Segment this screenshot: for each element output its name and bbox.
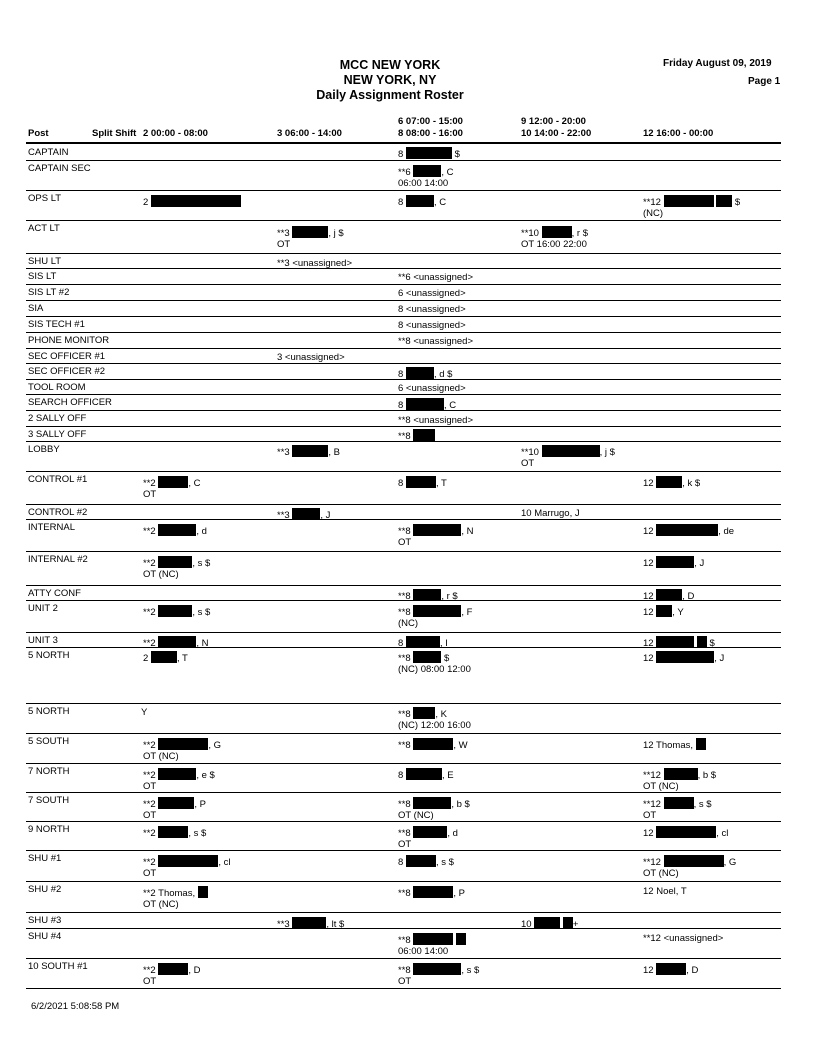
post-label: CAPTAIN <box>28 147 69 158</box>
cell-captain-8: 8 $ <box>398 149 460 160</box>
row-rule <box>26 394 781 395</box>
cell-n5b-split: Y <box>141 707 148 718</box>
cell-n5b-8: **8 , K (NC) 12:00 16:00 <box>398 709 471 731</box>
header-rule <box>26 142 781 144</box>
post-label: 7 NORTH <box>28 766 70 777</box>
cell-int2-2: **2 , s $ OT (NC) <box>143 558 211 580</box>
cell-lobby-10: **10 , j $ OT <box>521 447 615 469</box>
row-rule <box>26 792 781 793</box>
post-label: SHU #4 <box>28 931 62 942</box>
post-label: LOBBY <box>28 444 60 455</box>
cell-u3-12: 12 $ <box>643 638 715 649</box>
cell-u2-8: **8 , F (NC) <box>398 607 473 629</box>
cell-s7-2: **2 , P OT <box>143 799 206 821</box>
post-label: TOOL ROOM <box>28 382 86 393</box>
row-rule <box>26 988 781 989</box>
post-label: SHU #2 <box>28 884 62 895</box>
cell-sally2-8: **8 <unassigned> <box>398 415 474 426</box>
col-shift-2: 2 00:00 - 08:00 <box>143 128 208 139</box>
post-label: INTERNAL <box>28 522 75 533</box>
cell-int2-12: 12 , J <box>643 558 705 569</box>
cell-s10-12: 12 , D <box>643 965 699 976</box>
row-rule <box>26 763 781 764</box>
post-label: SHU #3 <box>28 915 62 926</box>
row-rule <box>26 220 781 221</box>
row-rule <box>26 585 781 586</box>
post-label: PHONE MONITOR <box>28 335 110 346</box>
cell-n5a-2: 2 , T <box>143 653 188 664</box>
post-label: 5 NORTH <box>28 706 70 717</box>
cell-s5-2: **2 , G OT (NC) <box>143 740 221 762</box>
cell-sislt2-8: 6 <unassigned> <box>398 288 466 299</box>
facility-location: NEW YORK, NY <box>343 73 437 87</box>
cell-shu2-8: **8 , P <box>398 888 465 899</box>
post-label: CONTROL #2 <box>28 507 88 518</box>
cell-capsec-8: **6 , C 06:00 14:00 <box>398 167 454 189</box>
cell-int-12: 12 , de <box>643 526 735 537</box>
post-label: SIS LT <box>28 271 57 282</box>
post-label: SHU #1 <box>28 853 62 864</box>
cell-s7-12: **12 , s $ OT <box>643 799 712 821</box>
cell-ctl2-3: **3 , J <box>277 510 331 521</box>
cell-ops-12: **12 $ (NC) <box>643 197 741 219</box>
cell-s10-8: **8 , s $ OT <box>398 965 480 987</box>
post-label: 2 SALLY OFF <box>28 413 87 424</box>
cell-n9-12: 12 , cl <box>643 828 729 839</box>
cell-int-8: **8 , N OT <box>398 526 474 548</box>
cell-shu4-8: **8 06:00 14:00 <box>398 933 466 957</box>
cell-sec2-8: 8 , d $ <box>398 369 453 380</box>
post-label: ATTY CONF <box>28 588 81 599</box>
post-label: 10 SOUTH #1 <box>28 961 88 972</box>
post-label: SIS LT #2 <box>28 287 70 298</box>
post-label: SEARCH OFFICER <box>28 397 112 408</box>
cell-atty-8: **8 , r $ <box>398 591 458 602</box>
row-rule <box>26 363 781 364</box>
cell-n7-2: **2 , e $ OT <box>143 770 215 792</box>
row-rule <box>26 160 781 161</box>
cell-shu3-10: 10 + <box>521 919 579 930</box>
post-label: CONTROL #1 <box>28 474 88 485</box>
report-title: Daily Assignment Roster <box>316 88 464 102</box>
report-date: Friday August 09, 2019 <box>663 58 772 69</box>
post-label: UNIT 3 <box>28 635 58 646</box>
cell-shu1-12: **12 , G OT (NC) <box>643 857 737 879</box>
row-rule <box>26 348 781 349</box>
row-rule <box>26 332 781 333</box>
row-rule <box>26 928 781 929</box>
post-label: ACT LT <box>28 223 60 234</box>
row-rule <box>26 300 781 301</box>
cell-shu1-2: **2 , cl OT <box>143 857 231 879</box>
cell-ctl1-12: 12 , k $ <box>643 478 701 489</box>
post-label: CAPTAIN SEC <box>28 163 91 174</box>
col-shift-10: 10 14:00 - 22:00 <box>521 128 592 139</box>
col-split-shift: Split Shift <box>92 128 137 139</box>
cell-shu2-2: **2 Thomas, OT (NC) <box>143 886 208 910</box>
cell-shu1-8: 8 , s $ <box>398 857 454 868</box>
cell-ctl1-2: **2 , C OT <box>143 478 201 500</box>
cell-n9-8: **8 , d OT <box>398 828 458 850</box>
col-post: Post <box>28 128 49 139</box>
cell-sia-8: 8 <unassigned> <box>398 304 466 315</box>
row-rule <box>26 190 781 191</box>
post-label: 9 NORTH <box>28 824 70 835</box>
cell-n5a-12: 12 , J <box>643 653 725 664</box>
post-label: SEC OFFICER #1 <box>28 351 106 362</box>
row-rule <box>26 471 781 472</box>
cell-n7-8: 8 , E <box>398 770 454 781</box>
col-shift-3: 3 06:00 - 14:00 <box>277 128 342 139</box>
cell-tool-8: 6 <unassigned> <box>398 383 466 394</box>
cell-u2-12: 12 , Y <box>643 607 684 618</box>
row-rule <box>26 316 781 317</box>
cell-act-10: **10 , r $ OT 16:00 22:00 <box>521 228 588 250</box>
cell-sistech-8: 8 <unassigned> <box>398 320 466 331</box>
post-label: UNIT 2 <box>28 603 58 614</box>
row-rule <box>26 881 781 882</box>
cell-shu4-12: **12 <unassigned> <box>643 933 724 944</box>
row-rule <box>26 733 781 734</box>
cell-search-8: 8 , C <box>398 400 457 411</box>
cell-u3-2: **2 , N <box>143 638 209 649</box>
col-shift-8: 8 08:00 - 16:00 <box>398 128 463 139</box>
cell-shu2-12: 12 Noel, T <box>643 886 687 897</box>
page-number: Page 1 <box>748 76 781 87</box>
col-shift-12: 12 16:00 - 00:00 <box>643 128 714 139</box>
row-rule <box>26 703 781 704</box>
cell-int-2: **2 , d <box>143 526 207 537</box>
row-rule <box>26 253 781 254</box>
cell-s5-12: 12 Thomas, <box>643 738 706 751</box>
cell-phone-8: **8 <unassigned> <box>398 336 474 347</box>
post-label: SIS TECH #1 <box>28 319 85 330</box>
cell-u3-8: 8 , I <box>398 638 448 649</box>
post-label: 5 SOUTH <box>28 736 70 747</box>
row-rule <box>26 850 781 851</box>
cell-sally3-8: **8 <box>398 429 435 442</box>
post-label: OPS LT <box>28 193 62 204</box>
post-label: INTERNAL #2 <box>28 554 88 565</box>
row-rule <box>26 519 781 520</box>
print-timestamp: 6/2/2021 5:08:58 PM <box>31 1001 120 1012</box>
row-rule <box>26 551 781 552</box>
post-label: SIA <box>28 303 44 314</box>
cell-atty-12: 12 , D <box>643 591 695 602</box>
cell-n9-2: **2 , s $ <box>143 828 207 839</box>
cell-s7-8: **8 , b $ OT (NC) <box>398 799 470 821</box>
cell-s10-2: **2 , D OT <box>143 965 201 987</box>
cell-act-3: **3 , j $ OT <box>277 228 344 250</box>
cell-u2-2: **2 , s $ <box>143 607 211 618</box>
cell-sec1-3: 3 <unassigned> <box>277 352 345 363</box>
row-rule <box>26 632 781 633</box>
row-rule <box>26 426 781 427</box>
post-label: 5 NORTH <box>28 650 70 661</box>
row-rule <box>26 284 781 285</box>
post-label: 3 SALLY OFF <box>28 429 87 440</box>
row-rule <box>26 268 781 269</box>
cell-ops-2: 2 <box>143 195 241 208</box>
cell-n7-12: **12 , b $ OT (NC) <box>643 770 717 792</box>
col-shift-9: 9 12:00 - 20:00 <box>521 116 586 127</box>
cell-s5-8: **8 , W <box>398 740 468 751</box>
cell-ctl1-8: 8 , T <box>398 478 447 489</box>
col-shift-6: 6 07:00 - 15:00 <box>398 116 463 127</box>
facility-title: MCC NEW YORK <box>339 58 441 72</box>
cell-ops-8: 8 , C <box>398 197 447 208</box>
cell-ctl2-10: 10 Marrugo, J <box>521 508 580 519</box>
post-label: SHU LT <box>28 256 62 267</box>
post-label: SEC OFFICER #2 <box>28 366 106 377</box>
cell-shu3-3: **3 , lt $ <box>277 919 345 930</box>
cell-shult-3: **3 <unassigned> <box>277 258 353 269</box>
row-rule <box>26 504 781 505</box>
post-label: 7 SOUTH <box>28 795 70 806</box>
cell-sislt-8: **6 <unassigned> <box>398 272 474 283</box>
row-rule <box>26 912 781 913</box>
row-rule <box>26 821 781 822</box>
cell-lobby-3: **3 , B <box>277 447 340 458</box>
cell-n5a-8: **8 $ (NC) 08:00 12:00 <box>398 653 471 675</box>
row-rule <box>26 958 781 959</box>
